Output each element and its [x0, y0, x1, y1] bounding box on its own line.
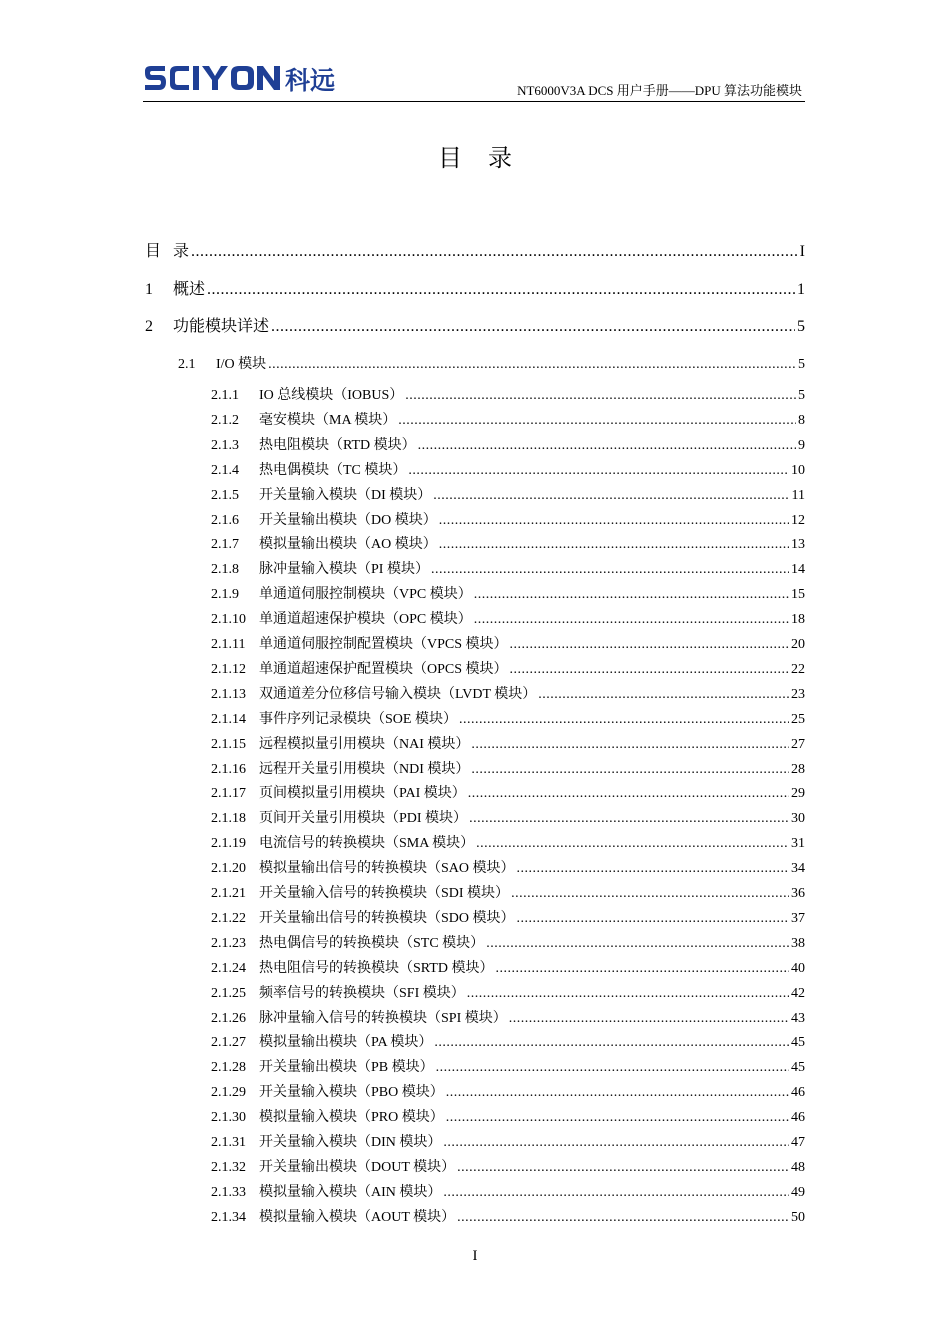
toc-entry-title: 开关量输入模块（DI 模块）: [259, 487, 432, 503]
toc-entry[interactable]: [211, 1156, 805, 1176]
toc-entry-page: 50: [791, 1209, 805, 1225]
toc-entry-page: 30: [791, 811, 805, 827]
footer-page-number: I: [472, 1248, 478, 1264]
toc-entry-number: 2.1.11: [211, 637, 246, 652]
toc-entry-page: 15: [791, 587, 805, 603]
toc-entry[interactable]: [211, 459, 805, 479]
toc-entry-title: 远程模拟量引用模块（NAI 模块）: [259, 736, 470, 752]
toc-entry-title: 页间模拟量引用模块（PAI 模块）: [259, 786, 466, 802]
toc-dot-leader: [439, 537, 789, 553]
toc-entry-page: 29: [791, 786, 805, 802]
toc-entry-title: 页间开关量引用模块（PDI 模块）: [259, 811, 468, 827]
toc-dot-leader: [408, 463, 789, 479]
toc-entry[interactable]: [211, 1206, 805, 1226]
toc-entry[interactable]: [211, 1081, 805, 1101]
toc-entry-page: 27: [791, 736, 805, 752]
toc-entry-page: 9: [798, 437, 805, 453]
toc-entry-page: 46: [791, 1110, 805, 1126]
toc-dot-leader: [434, 1035, 789, 1051]
toc-entry[interactable]: [211, 558, 805, 578]
toc-dot-leader: [471, 762, 789, 778]
toc-entry-title: 开关量输出模块（PB 模块）: [259, 1060, 434, 1076]
toc-entry-title: 热电偶模块（TC 模块）: [259, 462, 407, 478]
toc-entry-page: 28: [791, 761, 805, 777]
toc-entry-page: 45: [791, 1035, 805, 1051]
toc-entry[interactable]: [211, 733, 805, 753]
toc-dot-leader: [207, 281, 795, 299]
toc-entry-page: 25: [791, 711, 805, 727]
toc-dot-leader: [510, 637, 789, 653]
toc-entry[interactable]: [211, 982, 805, 1002]
toc-entry-number: 2.1.30: [211, 1110, 246, 1126]
toc-dot-leader: [511, 886, 789, 902]
toc-entry-page: 46: [791, 1085, 805, 1101]
toc-entry-number: 2.1.13: [211, 686, 246, 702]
toc-dot-leader: [446, 1110, 789, 1126]
toc-entry-page: 42: [791, 985, 805, 1001]
toc-entry-page: 36: [791, 886, 805, 901]
toc-entry[interactable]: [211, 608, 805, 628]
toc-entry[interactable]: [211, 882, 805, 902]
toc-entry-number: 2.1.2: [211, 412, 239, 428]
toc-entry[interactable]: [211, 1181, 805, 1201]
toc-entry-number: 2.1.3: [211, 437, 239, 453]
toc-dot-leader: [538, 687, 789, 703]
toc-entry-number: 2.1.24: [211, 960, 246, 976]
toc-entry[interactable]: [145, 238, 805, 261]
toc-entry-number: 2.1.15: [211, 736, 246, 752]
toc-entry-page: 48: [791, 1159, 805, 1175]
toc-entry-page: 38: [791, 935, 805, 951]
toc-entry-title: 模拟量输入模块（PRO 模块）: [259, 1110, 444, 1126]
toc-dot-leader: [486, 936, 789, 952]
toc-entry-page: 14: [791, 562, 805, 578]
toc-entry-number: 2: [145, 318, 153, 335]
toc-entry-title: 双通道差分位移信号输入模块（LVDT 模块）: [259, 686, 537, 702]
toc-dot-leader: [459, 712, 789, 728]
toc-entry-title: 热电阻信号的转换模块（SRTD 模块）: [259, 960, 494, 976]
toc-entry[interactable]: [211, 583, 805, 603]
toc-entry-title: 模拟量输入模块（AIN 模块）: [259, 1184, 442, 1200]
toc-dot-leader: [474, 612, 789, 628]
toc-entry-title: 频率信号的转换模块（SFI 模块）: [259, 985, 465, 1001]
toc-entry-page: 47: [791, 1135, 805, 1150]
toc-entry-page: 34: [791, 861, 805, 877]
toc-entry-number: 2.1.33: [211, 1184, 246, 1200]
toc-entry-title: 功能模块详述: [173, 318, 270, 335]
toc-entry-title: 模拟量输入模块（AOUT 模块）: [259, 1209, 456, 1225]
toc-dot-leader: [517, 911, 789, 927]
toc-entry-title: 热电偶信号的转换模块（STC 模块）: [259, 935, 485, 951]
toc-entry-number: 2.1.9: [211, 587, 239, 603]
toc-entry-title: 开关量输出信号的转换模块（SDO 模块）: [259, 910, 515, 926]
toc-entry-page: 8: [798, 412, 805, 428]
toc-dot-leader: [191, 243, 798, 261]
toc-entry-page: 10: [791, 462, 805, 478]
toc-entry[interactable]: [211, 434, 805, 454]
toc-entry[interactable]: [211, 708, 805, 728]
toc-entry-title: 开关量输入信号的转换模块（SDI 模块）: [259, 886, 510, 901]
toc-entry[interactable]: [211, 957, 805, 977]
toc-entry[interactable]: [211, 758, 805, 778]
toc-entry-page: I: [799, 243, 805, 260]
toc-dot-leader: [467, 986, 789, 1002]
toc-entry-page: 1: [797, 281, 805, 298]
toc-dot-leader: [457, 1160, 789, 1176]
toc-entry[interactable]: [211, 857, 805, 877]
toc-entry-number: 2.1.25: [211, 985, 246, 1001]
toc-entry-number: 2.1.28: [211, 1060, 246, 1076]
toc-dot-leader: [439, 513, 789, 529]
toc-dot-leader: [468, 786, 789, 802]
toc-entry-title: 热电阻模块（RTD 模块）: [259, 437, 416, 453]
toc-entry-number: 2.1.8: [211, 562, 239, 578]
toc-entry-title: 单通道伺服控制配置模块（VPCS 模块）: [259, 637, 508, 652]
toc-entry-number: 2.1.10: [211, 612, 246, 628]
toc-entry-number: 2.1.31: [211, 1135, 246, 1150]
toc-entry-number: 2.1.21: [211, 886, 246, 901]
toc-dot-leader: [405, 388, 796, 404]
toc-entry-number: 2.1.16: [211, 761, 246, 777]
logo-wordmark: 科远: [285, 66, 336, 94]
toc-entry-number: 2.1.27: [211, 1035, 246, 1051]
toc-entry-title: 模拟量输出模块（AO 模块）: [259, 537, 437, 553]
toc-entry[interactable]: [211, 1106, 805, 1126]
toc-entry-title: 电流信号的转换模块（SMA 模块）: [259, 836, 475, 852]
toc-entry[interactable]: [211, 832, 805, 852]
toc-dot-leader: [476, 836, 789, 852]
toc-dot-leader: [431, 562, 789, 578]
toc-entry-title: 毫安模块（MA 模块）: [259, 412, 397, 428]
toc-entry-number: 2.1.7: [211, 537, 239, 553]
toc-entry-page: 5: [798, 357, 805, 372]
toc-entry-page: 31: [791, 836, 805, 852]
toc-entry-number: 2.1.17: [211, 786, 246, 802]
toc-entry-number: 2.1.32: [211, 1159, 246, 1175]
toc-entry[interactable]: [211, 658, 805, 678]
toc-entry-number: 2.1.34: [211, 1209, 246, 1225]
toc-entry-number: 1: [145, 281, 153, 298]
toc-entry-number: 2.1.12: [211, 661, 246, 677]
toc-entry[interactable]: [211, 633, 805, 653]
toc-entry-title: 单通道超速保护配置模块（OPCS 模块）: [259, 661, 508, 677]
toc-entry[interactable]: [211, 932, 805, 952]
toc-entry-number: 2.1: [178, 357, 196, 372]
toc-entry-title: 开关量输入模块（PBO 模块）: [259, 1085, 444, 1101]
toc-entry-page: 23: [791, 686, 805, 702]
toc-entry-page: 5: [798, 388, 805, 403]
toc-dot-leader: [433, 488, 789, 504]
toc-entry-number: 2.1.26: [211, 1010, 246, 1026]
sciyon-logo: [143, 64, 349, 94]
toc-entry-number: 2.1.19: [211, 836, 246, 852]
toc-entry[interactable]: [211, 533, 805, 553]
toc-entry-number: 目: [145, 243, 162, 260]
toc-entry-number: 2.1.23: [211, 935, 246, 951]
toc-dot-leader: [474, 587, 789, 603]
toc-entry-title: 概述: [173, 281, 206, 298]
toc-dot-leader: [509, 1011, 789, 1027]
toc-dot-leader: [271, 318, 795, 336]
toc-entry[interactable]: [211, 1056, 805, 1076]
toc-entry-title: 开关量输入模块（DIN 模块）: [259, 1135, 442, 1150]
toc-entry-title: 模拟量输出模块（PA 模块）: [259, 1035, 433, 1051]
toc-entry-title: 模拟量输出信号的转换模块（SAO 模块）: [259, 861, 515, 877]
toc-dot-leader: [517, 861, 789, 877]
toc-entry-number: 2.1.18: [211, 811, 246, 827]
page-header: [0, 0, 950, 110]
toc-entry-page: 37: [791, 910, 805, 926]
toc-entry-title: 远程开关量引用模块（NDI 模块）: [259, 761, 470, 777]
toc-entry[interactable]: [145, 276, 805, 299]
toc-entry[interactable]: [178, 353, 805, 373]
toc-entry[interactable]: [211, 907, 805, 927]
toc-entry-page: 18: [791, 612, 805, 628]
toc-entry-number: 2.1.6: [211, 512, 239, 528]
toc-dot-leader: [398, 413, 796, 429]
toc-dot-leader: [457, 1210, 789, 1226]
toc-entry-page: 5: [797, 318, 805, 335]
toc-entry-title: 录: [173, 243, 190, 260]
toc-dot-leader: [471, 737, 789, 753]
toc-entry-number: 2.1.29: [211, 1085, 246, 1101]
toc-entry-title: 单通道伺服控制模块（VPC 模块）: [259, 587, 472, 603]
toc-entry-page: 45: [791, 1060, 805, 1076]
toc-dot-leader: [443, 1185, 789, 1201]
toc-entry-page: 49: [791, 1184, 805, 1200]
toc-entry-page: 22: [791, 661, 805, 677]
toc-dot-leader: [446, 1085, 789, 1101]
toc-entry-title: 脉冲量输入信号的转换模块（SPI 模块）: [259, 1010, 507, 1026]
toc-entry-page: 11: [791, 487, 805, 503]
toc-entry[interactable]: [211, 807, 805, 827]
page-title: 目录: [438, 146, 538, 172]
toc-entry-page: 12: [791, 512, 805, 528]
toc-entry-number: 2.1.5: [211, 487, 239, 503]
toc-entry-number: 2.1.20: [211, 861, 246, 877]
toc-dot-leader: [436, 1060, 789, 1076]
toc-entry[interactable]: [211, 409, 805, 429]
toc-entry-page: 13: [791, 537, 805, 553]
toc-entry-number: 2.1.1: [211, 388, 239, 403]
toc-entry[interactable]: [211, 1131, 805, 1151]
toc-entry[interactable]: [211, 1031, 805, 1051]
toc-entry-number: 2.1.4: [211, 462, 239, 478]
toc-entry-page: 20: [791, 637, 805, 652]
toc-entry[interactable]: [145, 313, 805, 336]
toc-entry[interactable]: [211, 782, 805, 802]
header-divider: [143, 101, 805, 102]
toc-entry[interactable]: [211, 384, 805, 404]
toc-entry-title: 事件序列记录模块（SOE 模块）: [259, 711, 457, 727]
toc-entry-title: 单通道超速保护模块（OPC 模块）: [259, 612, 472, 628]
toc-entry-number: 2.1.14: [211, 711, 246, 727]
toc-entry-title: IO 总线模块（IOBUS）: [259, 388, 404, 403]
toc-dot-leader: [443, 1135, 789, 1151]
document-header-title: NT6000V3A DCS 用户手册——DPU 算法功能模块: [517, 83, 802, 98]
toc-entry-title: 开关量输出模块（DOUT 模块）: [259, 1159, 456, 1175]
toc-entry-title: 脉冲量输入模块（PI 模块）: [259, 562, 429, 578]
toc-entry[interactable]: [211, 683, 805, 703]
toc-entry-page: 40: [791, 960, 805, 976]
toc-entry[interactable]: [211, 509, 805, 529]
toc-dot-leader: [418, 438, 796, 454]
toc-dot-leader: [495, 961, 789, 977]
toc-entry-title: 开关量输出模块（DO 模块）: [259, 512, 437, 528]
toc-dot-leader: [469, 811, 789, 827]
toc-dot-leader: [510, 662, 789, 678]
toc-entry[interactable]: [211, 484, 805, 504]
toc-entry-number: 2.1.22: [211, 910, 246, 926]
toc-entry-title: I/O 模块: [216, 357, 267, 372]
toc-entry[interactable]: [211, 1007, 805, 1027]
toc-dot-leader: [268, 357, 796, 373]
toc-entry-page: 43: [791, 1010, 805, 1026]
